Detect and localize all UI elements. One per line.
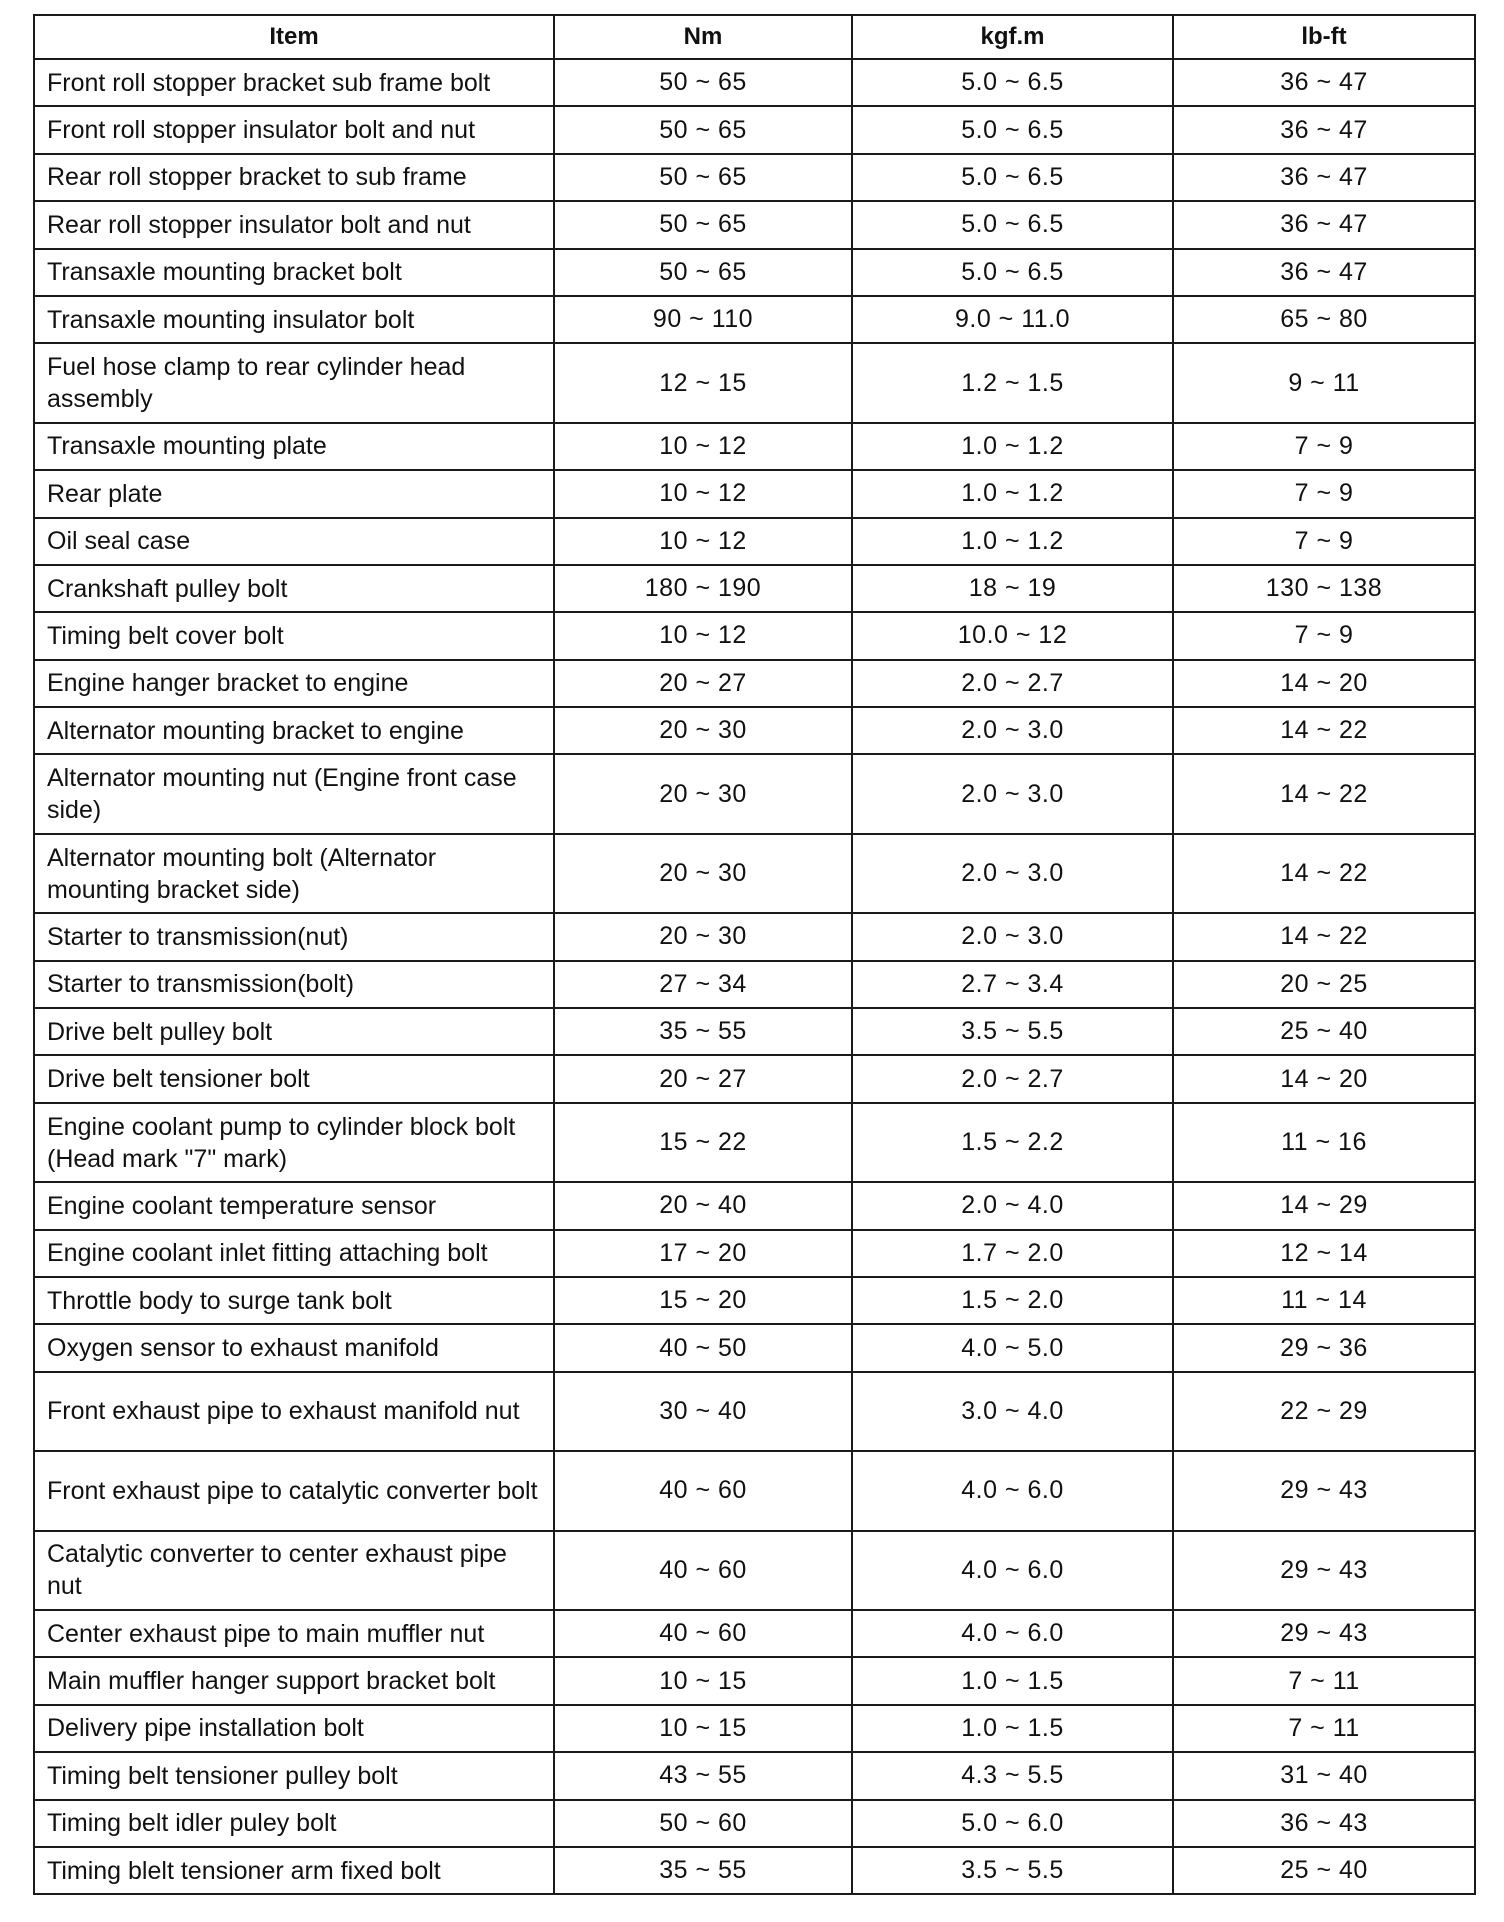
item-cell: Alternator mounting bracket to engine: [34, 707, 554, 754]
item-cell: Delivery pipe installation bolt: [34, 1705, 554, 1752]
kgfm-cell: 2.0 ~ 3.0: [852, 834, 1173, 913]
kgfm-cell: 4.0 ~ 5.0: [852, 1324, 1173, 1371]
kgfm-cell: 1.0 ~ 1.2: [852, 423, 1173, 470]
table-row: [34, 59, 1475, 106]
table-row: [34, 913, 1475, 960]
item-cell: Rear roll stopper insulator bolt and nut: [34, 201, 554, 248]
header-row: [34, 15, 1475, 59]
lbft-cell: 29 ~ 43: [1173, 1610, 1475, 1657]
lbft-cell: 36 ~ 43: [1173, 1800, 1475, 1847]
nm-cell: 10 ~ 12: [554, 423, 852, 470]
torque-spec-table: [33, 14, 1476, 1895]
item-cell: Front roll stopper bracket sub frame bolt: [34, 59, 554, 106]
table-row: [34, 1182, 1475, 1229]
item-cell: Drive belt tensioner bolt: [34, 1055, 554, 1102]
kgfm-cell: 5.0 ~ 6.5: [852, 201, 1173, 248]
nm-cell: 35 ~ 55: [554, 1847, 852, 1894]
kgfm-cell: 3.5 ~ 5.5: [852, 1008, 1173, 1055]
lbft-cell: 65 ~ 80: [1173, 296, 1475, 343]
lbft-cell: 14 ~ 22: [1173, 754, 1475, 833]
lbft-cell: 31 ~ 40: [1173, 1752, 1475, 1799]
kgfm-cell: 5.0 ~ 6.5: [852, 249, 1173, 296]
lbft-cell: 7 ~ 9: [1173, 423, 1475, 470]
torque-spec-page: [33, 14, 1474, 1895]
kgfm-cell: 4.3 ~ 5.5: [852, 1752, 1173, 1799]
kgfm-cell: 4.0 ~ 6.0: [852, 1451, 1173, 1530]
nm-cell: 43 ~ 55: [554, 1752, 852, 1799]
nm-cell: 20 ~ 40: [554, 1182, 852, 1229]
lbft-cell: 36 ~ 47: [1173, 154, 1475, 201]
table-row: [34, 518, 1475, 565]
lbft-cell: 14 ~ 22: [1173, 913, 1475, 960]
lbft-cell: 14 ~ 29: [1173, 1182, 1475, 1229]
kgfm-cell: 2.0 ~ 4.0: [852, 1182, 1173, 1229]
nm-cell: 180 ~ 190: [554, 565, 852, 612]
kgfm-cell: 10.0 ~ 12: [852, 612, 1173, 659]
kgfm-cell: 2.0 ~ 3.0: [852, 754, 1173, 833]
table-row: [34, 470, 1475, 517]
nm-cell: 27 ~ 34: [554, 961, 852, 1008]
item-cell: Main muffler hanger support bracket bolt: [34, 1657, 554, 1704]
table-row: [34, 296, 1475, 343]
kgfm-cell: 5.0 ~ 6.5: [852, 106, 1173, 153]
nm-cell: 20 ~ 30: [554, 754, 852, 833]
lbft-cell: 29 ~ 43: [1173, 1451, 1475, 1530]
table-row: [34, 1230, 1475, 1277]
table-header: [34, 15, 1475, 59]
nm-cell: 40 ~ 60: [554, 1610, 852, 1657]
nm-cell: 50 ~ 65: [554, 154, 852, 201]
nm-cell: 50 ~ 65: [554, 106, 852, 153]
kgfm-cell: 3.5 ~ 5.5: [852, 1847, 1173, 1894]
lbft-cell: 14 ~ 22: [1173, 834, 1475, 913]
kgfm-cell: 5.0 ~ 6.0: [852, 1800, 1173, 1847]
lbft-cell: 14 ~ 20: [1173, 1055, 1475, 1102]
lbft-cell: 29 ~ 43: [1173, 1531, 1475, 1610]
kgfm-cell: 9.0 ~ 11.0: [852, 296, 1173, 343]
table-row: [34, 1610, 1475, 1657]
table-row: [34, 660, 1475, 707]
item-cell: Starter to transmission(nut): [34, 913, 554, 960]
lbft-cell: 14 ~ 20: [1173, 660, 1475, 707]
kgfm-cell: 3.0 ~ 4.0: [852, 1372, 1173, 1451]
nm-cell: 10 ~ 12: [554, 470, 852, 517]
lbft-cell: 7 ~ 11: [1173, 1657, 1475, 1704]
nm-cell: 20 ~ 30: [554, 707, 852, 754]
item-cell: Front roll stopper insulator bolt and nut: [34, 106, 554, 153]
table-row: [34, 1752, 1475, 1799]
item-cell: Drive belt pulley bolt: [34, 1008, 554, 1055]
lbft-cell: 20 ~ 25: [1173, 961, 1475, 1008]
table-row: [34, 834, 1475, 913]
nm-cell: 20 ~ 27: [554, 660, 852, 707]
nm-cell: 40 ~ 60: [554, 1531, 852, 1610]
item-cell: Transaxle mounting plate: [34, 423, 554, 470]
kgfm-cell: 2.0 ~ 2.7: [852, 660, 1173, 707]
item-cell: Rear plate: [34, 470, 554, 517]
lbft-cell: 11 ~ 16: [1173, 1103, 1475, 1182]
table-row: [34, 154, 1475, 201]
table-row: [34, 754, 1475, 833]
nm-cell: 10 ~ 12: [554, 612, 852, 659]
item-cell: Oxygen sensor to exhaust manifold: [34, 1324, 554, 1371]
nm-cell: 12 ~ 15: [554, 343, 852, 422]
nm-cell: 50 ~ 65: [554, 249, 852, 296]
nm-cell: 10 ~ 15: [554, 1705, 852, 1752]
lbft-cell: 22 ~ 29: [1173, 1372, 1475, 1451]
item-cell: Front exhaust pipe to catalytic converter bolt: [34, 1451, 554, 1530]
kgfm-cell: 1.5 ~ 2.2: [852, 1103, 1173, 1182]
lbft-cell: 36 ~ 47: [1173, 249, 1475, 296]
nm-cell: 35 ~ 55: [554, 1008, 852, 1055]
item-cell: Alternator mounting bolt (Alternator mounting bracket side): [34, 834, 554, 913]
nm-cell: 10 ~ 15: [554, 1657, 852, 1704]
lbft-cell: 14 ~ 22: [1173, 707, 1475, 754]
lbft-cell: 130 ~ 138: [1173, 565, 1475, 612]
nm-cell: 17 ~ 20: [554, 1230, 852, 1277]
item-cell: Crankshaft pulley bolt: [34, 565, 554, 612]
table-row: [34, 1800, 1475, 1847]
header-item: Item: [34, 15, 554, 59]
nm-cell: 50 ~ 65: [554, 59, 852, 106]
lbft-cell: 7 ~ 11: [1173, 1705, 1475, 1752]
kgfm-cell: 2.0 ~ 3.0: [852, 707, 1173, 754]
table-row: [34, 1008, 1475, 1055]
kgfm-cell: 1.5 ~ 2.0: [852, 1277, 1173, 1324]
table-row: [34, 1847, 1475, 1894]
kgfm-cell: 2.7 ~ 3.4: [852, 961, 1173, 1008]
table-row: [34, 201, 1475, 248]
item-cell: Oil seal case: [34, 518, 554, 565]
table-row: [34, 106, 1475, 153]
item-cell: Starter to transmission(bolt): [34, 961, 554, 1008]
table-row: [34, 612, 1475, 659]
lbft-cell: 12 ~ 14: [1173, 1230, 1475, 1277]
item-cell: Timing belt tensioner pulley bolt: [34, 1752, 554, 1799]
lbft-cell: 11 ~ 14: [1173, 1277, 1475, 1324]
item-cell: Front exhaust pipe to exhaust manifold nut: [34, 1372, 554, 1451]
lbft-cell: 36 ~ 47: [1173, 59, 1475, 106]
kgfm-cell: 5.0 ~ 6.5: [852, 59, 1173, 106]
item-cell: Rear roll stopper bracket to sub frame: [34, 154, 554, 201]
table-row: [34, 1324, 1475, 1371]
item-cell: Throttle body to surge tank bolt: [34, 1277, 554, 1324]
item-cell: Engine hanger bracket to engine: [34, 660, 554, 707]
kgfm-cell: 1.7 ~ 2.0: [852, 1230, 1173, 1277]
nm-cell: 20 ~ 30: [554, 834, 852, 913]
kgfm-cell: 5.0 ~ 6.5: [852, 154, 1173, 201]
table-row: [34, 1277, 1475, 1324]
nm-cell: 15 ~ 20: [554, 1277, 852, 1324]
kgfm-cell: 1.0 ~ 1.2: [852, 518, 1173, 565]
table-row: [34, 1055, 1475, 1102]
nm-cell: 50 ~ 65: [554, 201, 852, 248]
lbft-cell: 25 ~ 40: [1173, 1008, 1475, 1055]
item-cell: Center exhaust pipe to main muffler nut: [34, 1610, 554, 1657]
header-lbft: lb-ft: [1173, 15, 1475, 59]
nm-cell: 20 ~ 27: [554, 1055, 852, 1102]
table-row: [34, 1531, 1475, 1610]
item-cell: Engine coolant temperature sensor: [34, 1182, 554, 1229]
table-row: [34, 961, 1475, 1008]
table-row: [34, 1103, 1475, 1182]
table-row: [34, 343, 1475, 422]
nm-cell: 20 ~ 30: [554, 913, 852, 960]
item-cell: Transaxle mounting bracket bolt: [34, 249, 554, 296]
nm-cell: 15 ~ 22: [554, 1103, 852, 1182]
item-cell: Engine coolant inlet fitting attaching bolt: [34, 1230, 554, 1277]
lbft-cell: 7 ~ 9: [1173, 518, 1475, 565]
nm-cell: 40 ~ 60: [554, 1451, 852, 1530]
item-cell: Timing belt cover bolt: [34, 612, 554, 659]
header-nm: Nm: [554, 15, 852, 59]
item-cell: Catalytic converter to center exhaust pipe nut: [34, 1531, 554, 1610]
item-cell: Engine coolant pump to cylinder block bolt (Head mark "7" mark): [34, 1103, 554, 1182]
item-cell: Fuel hose clamp to rear cylinder head assembly: [34, 343, 554, 422]
item-cell: Timing blelt tensioner arm fixed bolt: [34, 1847, 554, 1894]
kgfm-cell: 4.0 ~ 6.0: [852, 1531, 1173, 1610]
kgfm-cell: 1.0 ~ 1.5: [852, 1657, 1173, 1704]
lbft-cell: 36 ~ 47: [1173, 201, 1475, 248]
nm-cell: 90 ~ 110: [554, 296, 852, 343]
nm-cell: 30 ~ 40: [554, 1372, 852, 1451]
item-cell: Timing belt idler puley bolt: [34, 1800, 554, 1847]
kgfm-cell: 2.0 ~ 3.0: [852, 913, 1173, 960]
table-row: [34, 1451, 1475, 1530]
lbft-cell: 9 ~ 11: [1173, 343, 1475, 422]
table-row: [34, 1705, 1475, 1752]
kgfm-cell: 1.0 ~ 1.2: [852, 470, 1173, 517]
nm-cell: 50 ~ 60: [554, 1800, 852, 1847]
nm-cell: 40 ~ 50: [554, 1324, 852, 1371]
lbft-cell: 25 ~ 40: [1173, 1847, 1475, 1894]
item-cell: Alternator mounting nut (Engine front case side): [34, 754, 554, 833]
table-row: [34, 423, 1475, 470]
lbft-cell: 7 ~ 9: [1173, 612, 1475, 659]
lbft-cell: 36 ~ 47: [1173, 106, 1475, 153]
kgfm-cell: 1.2 ~ 1.5: [852, 343, 1173, 422]
table-row: [34, 249, 1475, 296]
item-cell: Transaxle mounting insulator bolt: [34, 296, 554, 343]
nm-cell: 10 ~ 12: [554, 518, 852, 565]
kgfm-cell: 4.0 ~ 6.0: [852, 1610, 1173, 1657]
table-row: [34, 565, 1475, 612]
table-row: [34, 1372, 1475, 1451]
table-row: [34, 1657, 1475, 1704]
lbft-cell: 29 ~ 36: [1173, 1324, 1475, 1371]
table-row: [34, 707, 1475, 754]
kgfm-cell: 18 ~ 19: [852, 565, 1173, 612]
lbft-cell: 7 ~ 9: [1173, 470, 1475, 517]
table-body: [34, 59, 1475, 1894]
header-kgfm: kgf.m: [852, 15, 1173, 59]
kgfm-cell: 1.0 ~ 1.5: [852, 1705, 1173, 1752]
kgfm-cell: 2.0 ~ 2.7: [852, 1055, 1173, 1102]
